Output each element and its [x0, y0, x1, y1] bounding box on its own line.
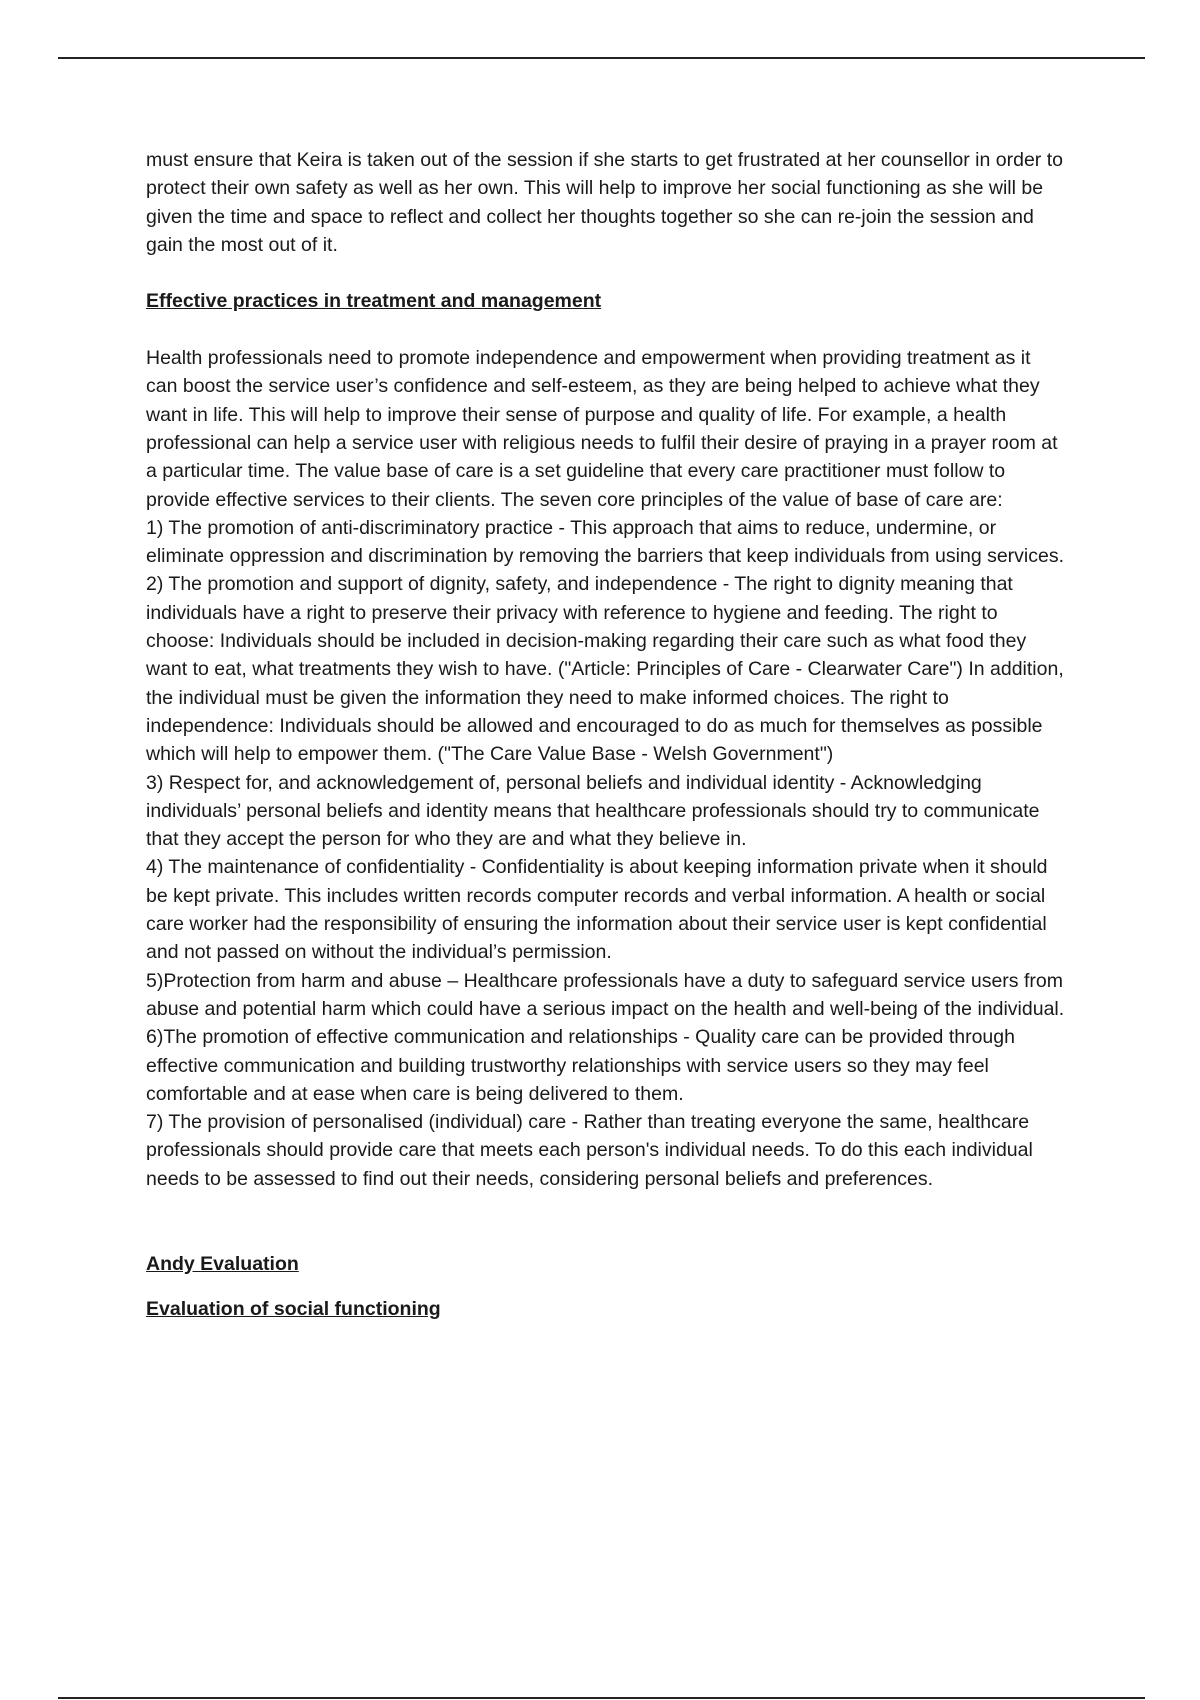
- principle-3: 3) Respect for, and acknowledgement of, personal beliefs and individual identity - Acknowledging individuals’ personal beliefs and identity means that healthcare professionals should try to communicate that they accept the person for who they are and what they believe in.: [146, 771, 1040, 851]
- principle-4: 4) The maintenance of confidentiality - Confidentiality is about keeping information private when it should be kept private. This includes written records computer records and verbal information. A health or social care worker had the responsibility of ensuring the information about their service user is kept confidential and not passed on without the individual’s permission.: [146, 856, 1048, 964]
- intro-paragraph: must ensure that Keira is taken out of the session if she starts to get frustrated at her counsellor in order to protect their own safety as well as her own. This will help to improve her social functioning as she will be given the time and space to reflect and collect her thoughts together so she can re-join the session and gain the most out of it.: [146, 149, 1063, 256]
- social-functioning-heading: Evaluation of social functioning: [146, 1297, 441, 1320]
- principle-5: 5)Protection from harm and abuse – Healthcare professionals have a duty to safeguard service users from abuse and potential harm which could have a serious impact on the health and well-being of the individual.: [146, 969, 1065, 1020]
- principle-1: 1) The promotion of anti-discriminatory practice - This approach that aims to reduce, undermine, or eliminate oppression and discrimination by removing the barriers that keep individuals from using services.: [146, 516, 1065, 568]
- principle-6: 6)The promotion of effective communication and relationships - Quality care can be provided through effective communication and building trustworthy relationships with service users so they may feel comfortable and at ease when care is being delivered to them.: [146, 1026, 1015, 1105]
- principle-2: 2) The promotion and support of dignity, safety, and independence - The right to dignity meaning that individuals have a right to preserve their privacy with reference to hygiene and feeding. The right to choose: Individuals should be included in decision-making regarding their care such as what food they want to eat, what treatments they wish to have. ("Article: Principles of Care - Clearwater Care") In addition, the individual must be given the information they need to make informed choices. The right to independence: Individuals should be allowed and encouraged to do as much for themselves as possible which will help to empower them. ("The Care Value Base - Welsh Government"): [146, 573, 1064, 766]
- bottom-divider: [58, 1697, 1145, 1699]
- document-body: [146, 146, 1066, 1323]
- top-divider: [58, 57, 1145, 59]
- andy-evaluation-heading: Andy Evaluation: [146, 1252, 299, 1275]
- section-paragraph: Health professionals need to promote independence and empowerment when providing treatment as it can boost the service user’s confidence and self-esteem, as they are being helped to achieve what they want in life. This will help to improve their sense of purpose and quality of life. For example, a health professional can help a service user with religious needs to fulfil their desire of praying in a prayer room at a particular time. The value base of care is a set guideline that every care practitioner must follow to provide effective services to their clients. The seven core principles of the value of base of care are:: [146, 347, 1058, 511]
- section-heading: Effective practices in treatment and management: [146, 290, 602, 313]
- principle-7: 7) The provision of personalised (individual) care - Rather than treating everyone the same, healthcare professionals should provide care that meets each person's individual needs. To do this each individual needs to be assessed to find out their needs, considering personal beliefs and preferences.: [146, 1111, 1033, 1190]
